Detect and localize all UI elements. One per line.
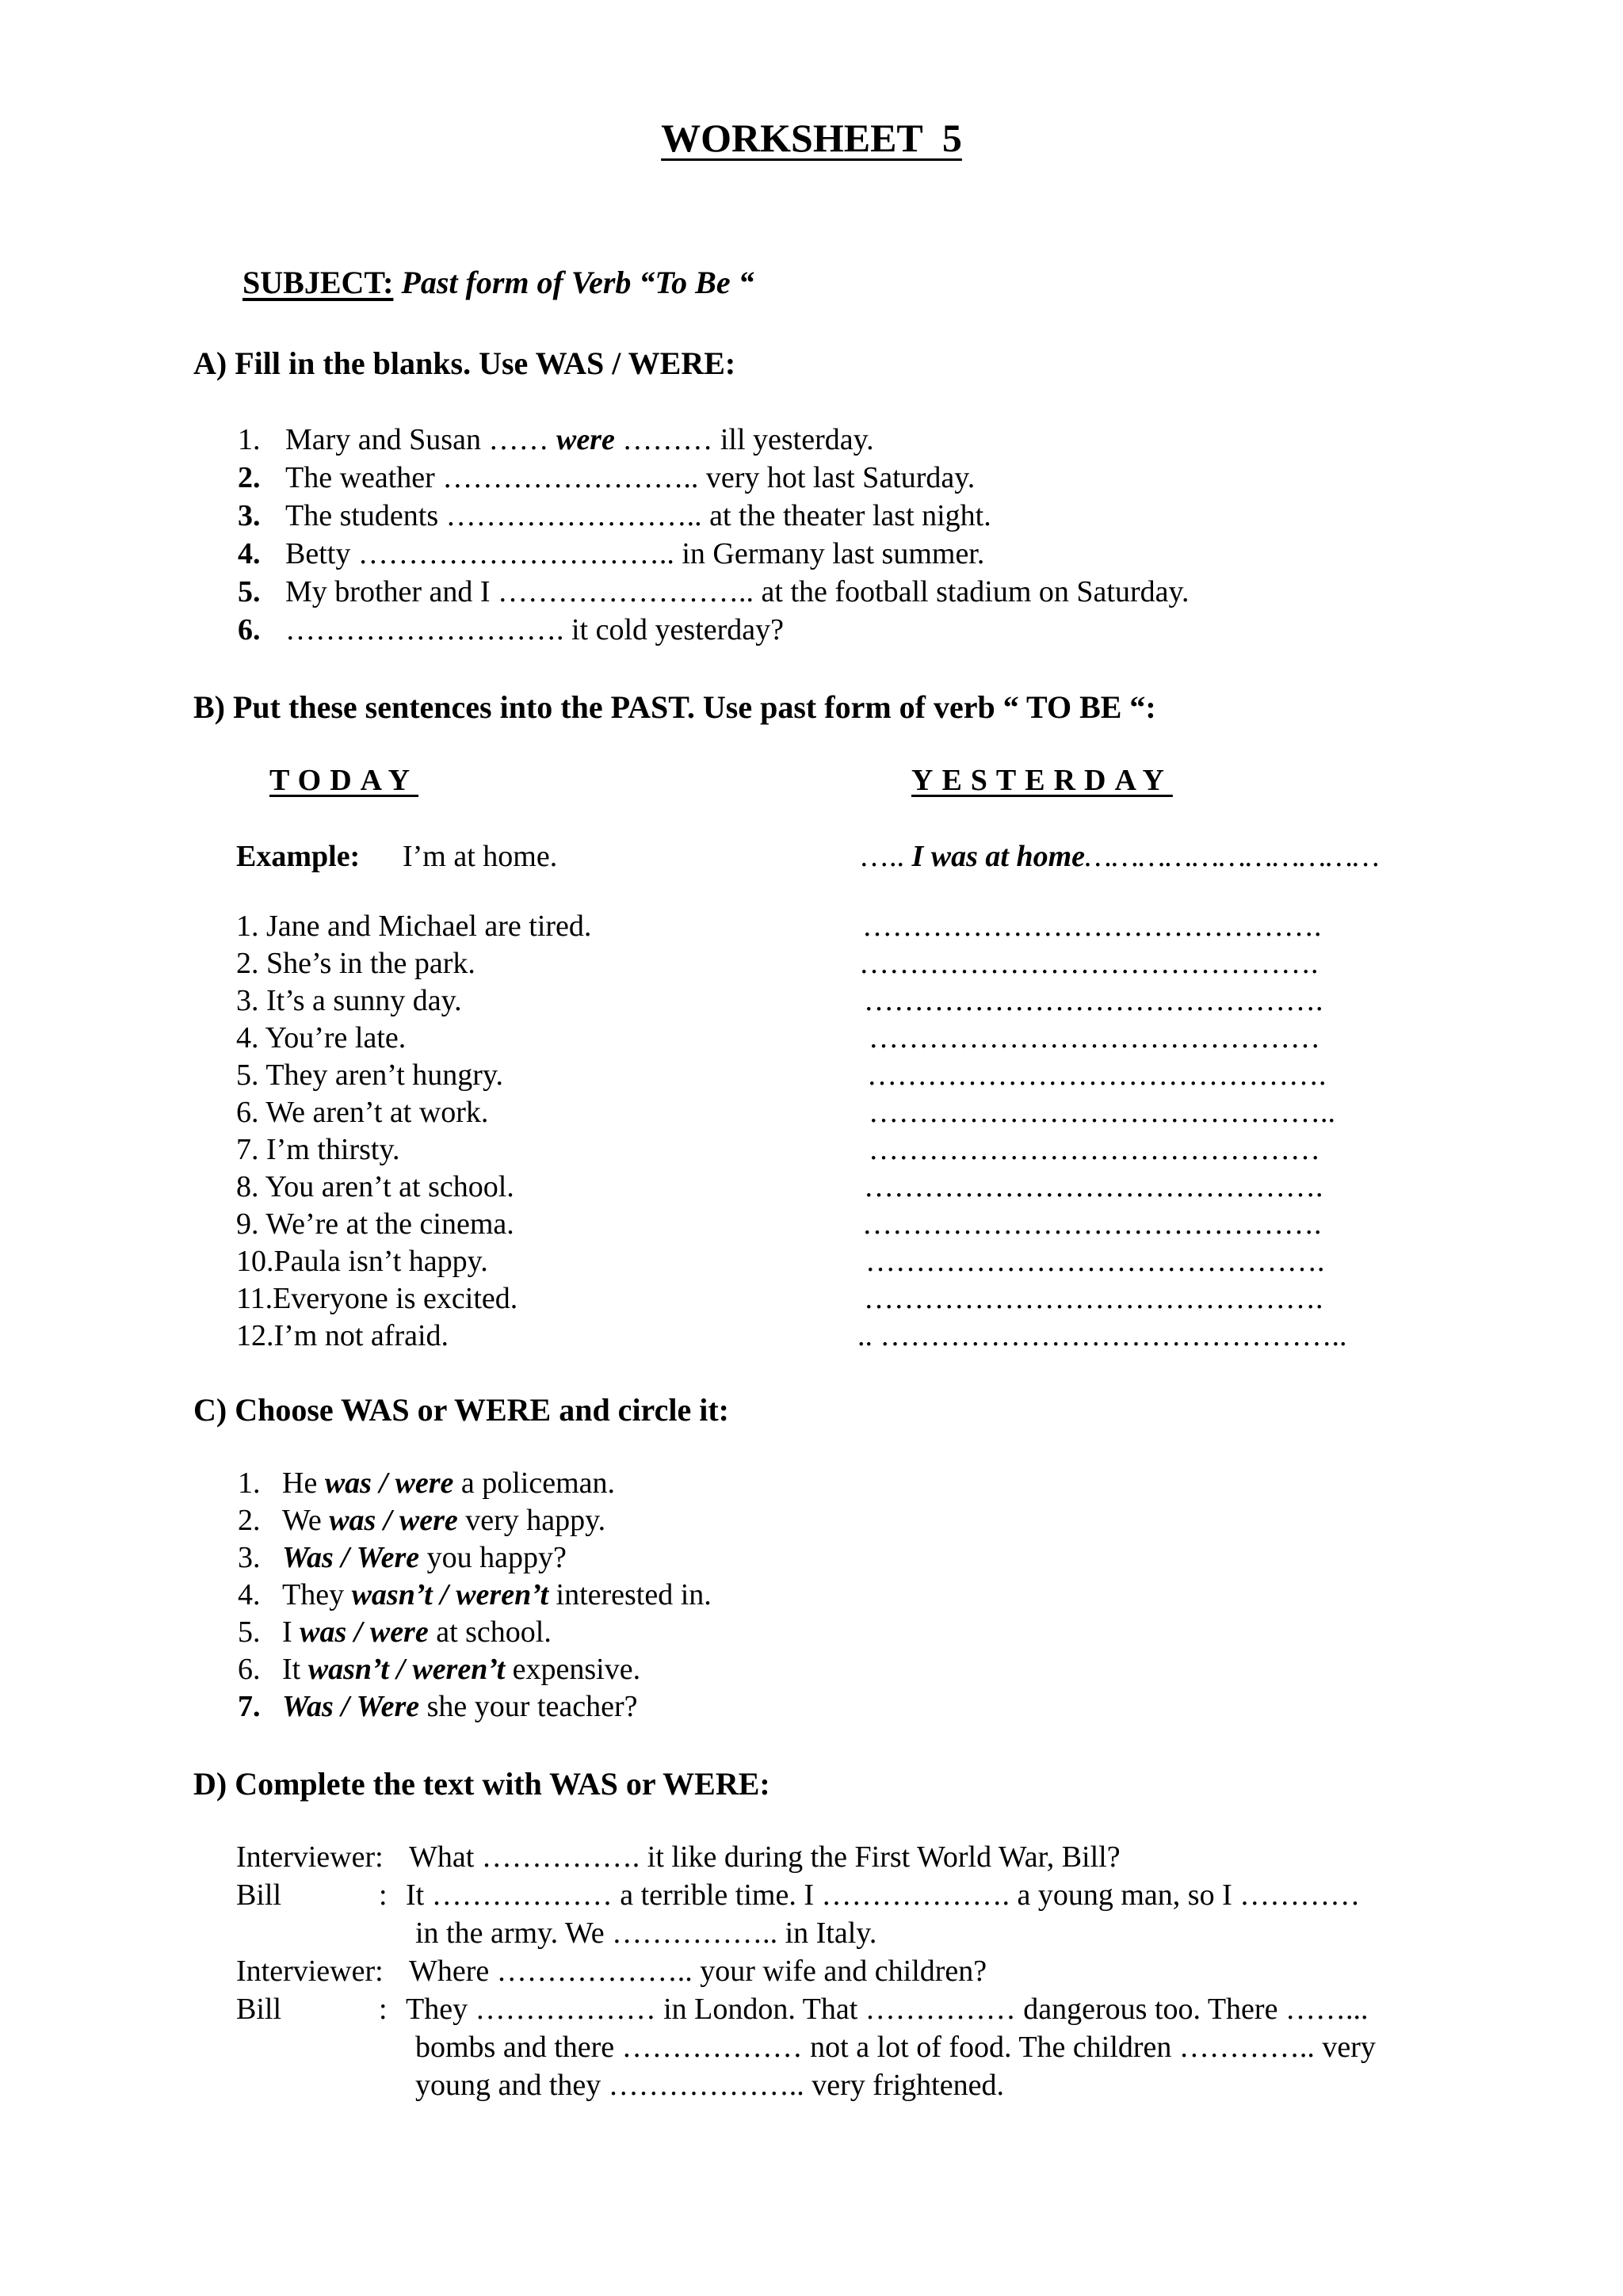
section-c-item-1[interactable] bbox=[282, 1466, 615, 1501]
answer-blank: .. ……………………………………….. bbox=[857, 1319, 1347, 1352]
section-c-item-3[interactable] bbox=[282, 1540, 567, 1575]
section-b-item: 4. You’re late. bbox=[236, 1021, 407, 1055]
section-a-item-6-text: ………………………. it cold yesterday? bbox=[285, 613, 785, 646]
section-b-item: 2. She’s in the park. bbox=[236, 947, 475, 980]
dialogue-line: It ……………… a terrible time. I ………………. a young man, so I ………… bbox=[406, 1878, 1361, 1912]
section-c-item-5[interactable] bbox=[282, 1615, 552, 1650]
dialogue-line: bombs and there ……………… not a lot of food. The children ………….. very bbox=[415, 2031, 1376, 2064]
answer-blank: ………………………………………. bbox=[865, 1245, 1325, 1278]
choice-option[interactable]: was / were bbox=[300, 1615, 429, 1649]
section-a-item-5-num: 5. bbox=[238, 575, 261, 608]
item-text-post: you happy? bbox=[419, 1541, 567, 1574]
item-text-pre: We bbox=[282, 1504, 330, 1537]
dialogue-line: Where ……………….. your wife and children? bbox=[409, 1955, 987, 1988]
section-c-item-6[interactable] bbox=[282, 1652, 640, 1687]
choice-option[interactable]: was / were bbox=[324, 1466, 454, 1500]
dialogue-line: What ……………. it like during the First World War, Bill? bbox=[409, 1840, 1121, 1874]
section-b-item: 10.Paula isn’t happy. bbox=[236, 1245, 488, 1278]
item-text-post: a policeman. bbox=[453, 1466, 616, 1500]
section-b-item: 9. We’re at the cinema. bbox=[236, 1207, 514, 1241]
section-b-item: 1. Jane and Michael are tired. bbox=[236, 910, 592, 943]
section-b-item: 7. I’m thirsty. bbox=[236, 1133, 400, 1166]
example-answer: I was at home bbox=[911, 840, 1086, 873]
section-b-item: 11.Everyone is excited. bbox=[236, 1282, 518, 1315]
speaker-colon: : bbox=[379, 1993, 388, 2026]
section-c-item-4[interactable] bbox=[282, 1577, 712, 1612]
section-c-item-7[interactable] bbox=[282, 1689, 637, 1724]
section-c-heading: C) Choose WAS or WERE and circle it: bbox=[193, 1392, 729, 1428]
speaker-interviewer: Interviewer: bbox=[236, 1840, 384, 1874]
section-c-item-3-num: 3. bbox=[238, 1541, 261, 1574]
section-a-item-2-num: 2. bbox=[238, 461, 261, 494]
dialogue-line: They ……………… in London. That …………… dangerous too. There ……... bbox=[406, 1993, 1369, 2026]
section-b-heading: B) Put these sentences into the PAST. Use past form of verb “ TO BE “: bbox=[193, 689, 1156, 725]
section-a-item-4-num: 4. bbox=[238, 537, 261, 570]
section-b-item: 12.I’m not afraid. bbox=[236, 1319, 449, 1352]
section-a-item-1-text bbox=[285, 422, 874, 457]
answer-blank: ………………………………………. bbox=[867, 1058, 1327, 1092]
section-c-item-2-num: 2. bbox=[238, 1504, 261, 1537]
section-c-item-1-num: 1. bbox=[238, 1466, 261, 1500]
section-a-item-3-text: The students …………………….. at the theater last night. bbox=[285, 499, 991, 532]
item-text-pre: He bbox=[282, 1466, 325, 1500]
example-today: I’m at home. bbox=[403, 840, 558, 873]
dialogue-line: young and they ……………….. very frightened. bbox=[415, 2069, 1004, 2102]
answer-blank: ………………………………………. bbox=[859, 947, 1319, 980]
section-b-item: 3. It’s a sunny day. bbox=[236, 984, 462, 1017]
section-a-item-2-text: The weather …………………….. very hot last Saturday. bbox=[285, 461, 976, 494]
section-c-item-4-num: 4. bbox=[238, 1578, 261, 1611]
subject-value: Past form of Verb “To Be “ bbox=[401, 265, 754, 300]
example-dots-post: …………………………… bbox=[1085, 840, 1380, 873]
item-text-post: she your teacher? bbox=[419, 1690, 638, 1723]
subject-label: SUBJECT: bbox=[242, 265, 394, 300]
speaker-interviewer: Interviewer: bbox=[236, 1955, 384, 1988]
example-dots-pre: ….. bbox=[859, 840, 912, 873]
choice-option[interactable]: wasn’t / weren’t bbox=[307, 1653, 506, 1686]
item-text-post: ……… ill yesterday. bbox=[614, 423, 874, 456]
choice-option[interactable]: Was / Were bbox=[282, 1541, 420, 1574]
section-b-item: 5. They aren’t hungry. bbox=[236, 1058, 503, 1092]
answer-blank: ………………………………………. bbox=[862, 910, 1322, 943]
item-number: 1. bbox=[238, 423, 261, 456]
section-b-item: 8. You aren’t at school. bbox=[236, 1170, 514, 1203]
section-a-item-3-num: 3. bbox=[238, 499, 261, 532]
section-c-item-5-num: 5. bbox=[238, 1615, 261, 1649]
item-text-pre: I bbox=[282, 1615, 300, 1649]
choice-option[interactable]: Was / Were bbox=[282, 1690, 420, 1723]
section-d-heading: D) Complete the text with WAS or WERE: bbox=[193, 1766, 770, 1802]
example-label: Example: bbox=[236, 840, 361, 873]
item-text-pre: It bbox=[282, 1653, 308, 1686]
section-a-item-6-num: 6. bbox=[238, 613, 261, 646]
section-a-heading: A) Fill in the blanks. Use WAS / WERE: bbox=[193, 345, 736, 381]
item-text-post: interested in. bbox=[548, 1578, 712, 1611]
choice-option[interactable]: was / were bbox=[329, 1504, 458, 1537]
speaker-bill: Bill bbox=[236, 1878, 282, 1912]
answer-blank: ………………………………………. bbox=[864, 984, 1323, 1017]
section-a-item-4-text: Betty ………………………….. in Germany last summer. bbox=[285, 537, 985, 570]
item-text-pre: Mary and Susan …… bbox=[285, 423, 556, 456]
answer-blank: ……………………………………….. bbox=[869, 1096, 1335, 1129]
today-column-heading: TODAY bbox=[269, 764, 419, 797]
item-text-pre: They bbox=[282, 1578, 352, 1611]
section-c-item-7-num: 7. bbox=[238, 1690, 261, 1723]
answer-blank: ……………………………………… bbox=[869, 1133, 1320, 1166]
item-text-post: at school. bbox=[428, 1615, 552, 1649]
section-b-item: 6. We aren’t at work. bbox=[236, 1096, 489, 1129]
dialogue-line: in the army. We …………….. in Italy. bbox=[415, 1917, 877, 1950]
answer-blank: ………………………………………. bbox=[864, 1170, 1323, 1203]
speaker-bill: Bill bbox=[236, 1993, 282, 2026]
section-c-item-6-num: 6. bbox=[238, 1653, 261, 1686]
speaker-colon: : bbox=[379, 1878, 388, 1912]
worksheet-title: WORKSHEET 5 bbox=[661, 116, 962, 160]
section-c-item-2[interactable] bbox=[282, 1503, 605, 1538]
choice-option[interactable]: wasn’t / weren’t bbox=[351, 1578, 549, 1611]
section-a-item-5-text: My brother and I …………………….. at the football stadium on Saturday. bbox=[285, 575, 1190, 608]
yesterday-column-heading: YESTERDAY bbox=[911, 764, 1173, 797]
item-text-post: very happy. bbox=[457, 1504, 606, 1537]
answer-blank: ………………………………………. bbox=[864, 1282, 1323, 1315]
answer-blank: ……………………………………… bbox=[869, 1021, 1320, 1055]
subject-line bbox=[242, 264, 754, 301]
answer-blank: ………………………………………. bbox=[862, 1207, 1322, 1241]
example-yesterday bbox=[859, 839, 1380, 874]
example-answer: were bbox=[556, 423, 615, 456]
section-a-item-1 bbox=[238, 422, 261, 457]
item-text-post: expensive. bbox=[505, 1653, 641, 1686]
